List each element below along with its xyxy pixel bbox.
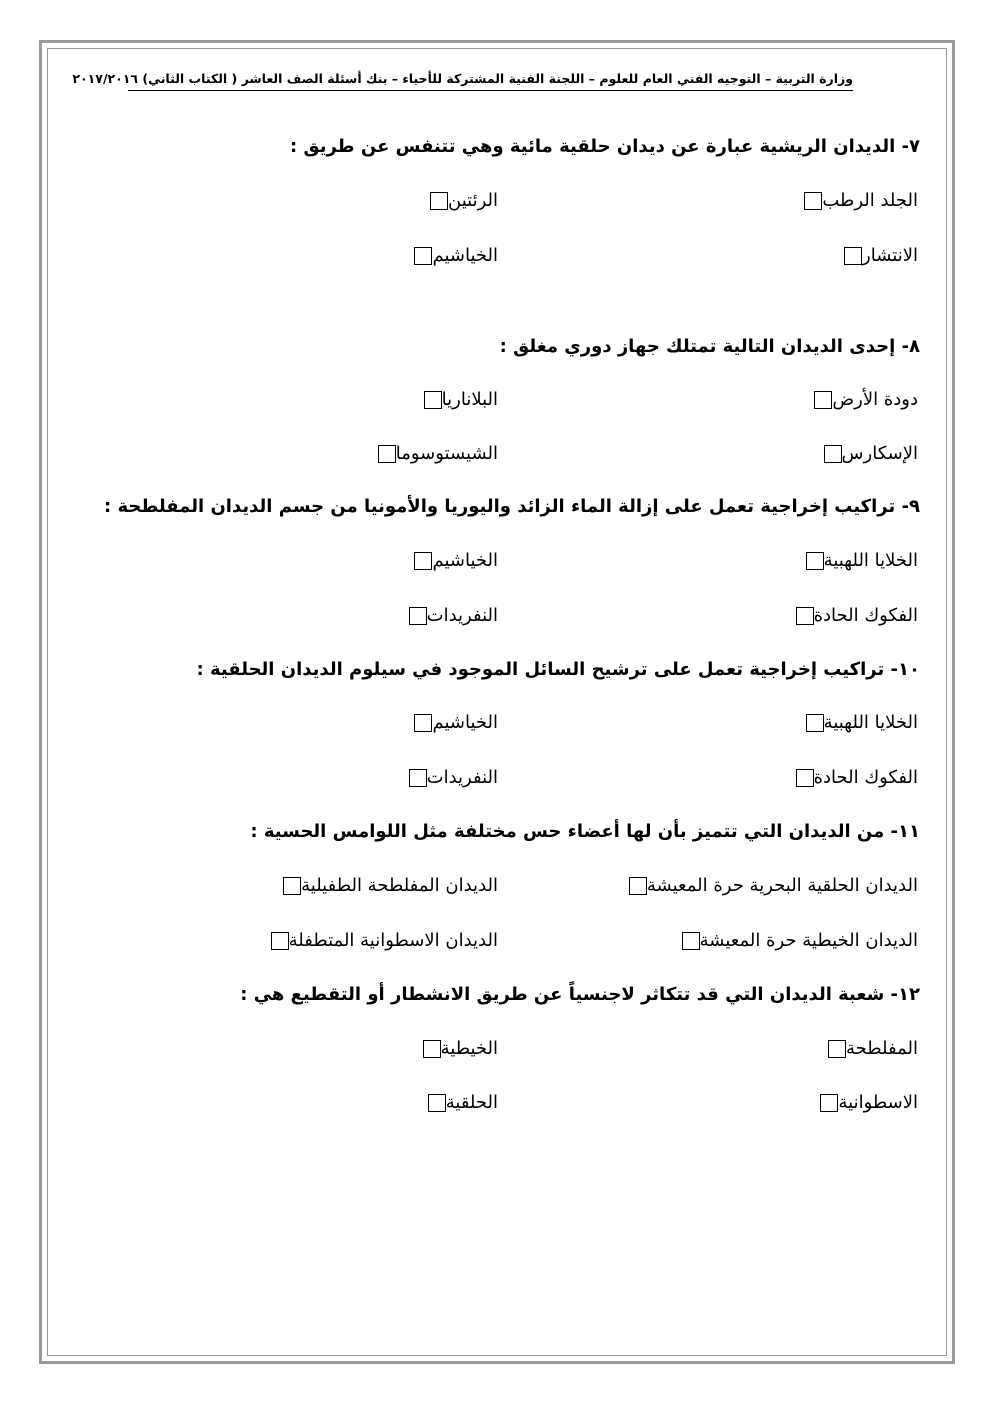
question-7-option-4[interactable]: [408, 243, 498, 269]
checkbox-icon[interactable]: [824, 445, 842, 463]
question-9-option-3[interactable]: [796, 603, 918, 629]
option-label: الديدان الاسطوانية المتطفلة: [288, 930, 498, 951]
header-underline: [128, 90, 853, 91]
question-7-option-1[interactable]: [798, 188, 918, 214]
option-label: الجلد الرطب: [822, 190, 918, 211]
option-label: الخياشيم: [432, 550, 498, 571]
option-label: الخلايا اللهبية: [823, 550, 918, 571]
question-8-option-4[interactable]: [378, 441, 498, 467]
checkbox-icon[interactable]: [814, 391, 832, 409]
option-label: الفكوك الحادة: [813, 767, 918, 788]
option-label: النفريدات: [426, 767, 498, 788]
question-12: ١٢- شعبة الديدان التي قد تتكاثر لاجنسياً عن طريق الانشطار أو التقطيع هي :: [240, 984, 920, 1005]
option-label: الخلايا اللهبية: [823, 712, 918, 733]
checkbox-icon[interactable]: [414, 247, 432, 265]
question-8: ٨- إحدى الديدان التالية تمتلك جهاز دوري مغلق :: [499, 336, 920, 357]
checkbox-icon[interactable]: [414, 714, 432, 732]
checkbox-icon[interactable]: [806, 552, 824, 570]
checkbox-icon[interactable]: [820, 1094, 838, 1112]
option-label: دودة الأرض: [832, 389, 918, 410]
checkbox-icon[interactable]: [409, 769, 427, 787]
checkbox-icon[interactable]: [378, 445, 396, 463]
question-10-option-3[interactable]: [790, 765, 918, 791]
question-11: ١١- من الديدان التي تتميز بأن لها أعضاء حس مختلفة مثل اللوامس الحسية :: [250, 821, 920, 842]
question-7: ٧- الديدان الريشية عبارة عن ديدان حلقية مائية وهي تتنفس عن طريق :: [290, 136, 920, 157]
option-label: الشيستوسوما: [395, 443, 498, 464]
option-label: الإسكارس: [841, 443, 918, 464]
question-8-option-1[interactable]: [808, 387, 918, 413]
option-label: البلاناريا: [441, 389, 498, 410]
question-10: ١٠- تراكيب إخراجية تعمل على ترشيح السائل الموجود في سيلوم الديدان الحلقية :: [196, 659, 920, 680]
option-label: الديدان المفلطحة الطفيلية: [301, 875, 498, 896]
checkbox-icon[interactable]: [430, 192, 448, 210]
checkbox-icon[interactable]: [428, 1094, 446, 1112]
option-label: الخياشيم: [432, 245, 498, 266]
question-9-option-2[interactable]: [408, 548, 498, 574]
checkbox-icon[interactable]: [414, 552, 432, 570]
question-12-option-1[interactable]: [822, 1036, 918, 1062]
question-8-option-2[interactable]: [418, 387, 498, 413]
question-11-option-1[interactable]: [629, 873, 918, 899]
question-8-option-3[interactable]: [818, 441, 918, 467]
question-10-option-1[interactable]: [800, 710, 918, 736]
option-label: الديدان الحلقية البحرية حرة المعيشة: [646, 875, 918, 896]
checkbox-icon[interactable]: [409, 607, 427, 625]
question-9-option-1[interactable]: [800, 548, 918, 574]
question-12-option-4[interactable]: [422, 1090, 498, 1116]
option-label: المفلطحة: [846, 1038, 918, 1059]
checkbox-icon[interactable]: [629, 877, 647, 895]
question-12-option-2[interactable]: [417, 1036, 498, 1062]
checkbox-icon[interactable]: [424, 391, 442, 409]
checkbox-icon[interactable]: [423, 1040, 441, 1058]
question-10-option-4[interactable]: [403, 765, 498, 791]
checkbox-icon[interactable]: [682, 932, 700, 950]
option-label: الخيطية: [440, 1038, 498, 1059]
question-7-option-3[interactable]: [838, 243, 918, 269]
question-12-option-3[interactable]: [814, 1090, 918, 1116]
checkbox-icon[interactable]: [828, 1040, 846, 1058]
option-label: الديدان الخيطية حرة المعيشة: [699, 930, 918, 951]
checkbox-icon[interactable]: [271, 932, 289, 950]
checkbox-icon[interactable]: [804, 192, 822, 210]
checkbox-icon[interactable]: [844, 247, 862, 265]
option-label: الحلقية: [445, 1092, 498, 1113]
option-label: الانتشار: [862, 245, 918, 266]
option-label: الرئتين: [448, 190, 498, 211]
question-11-option-2[interactable]: [283, 873, 498, 899]
question-11-option-4[interactable]: [271, 928, 498, 954]
option-label: النفريدات: [426, 605, 498, 626]
checkbox-icon[interactable]: [806, 714, 824, 732]
question-11-option-3[interactable]: [682, 928, 918, 954]
question-9-option-4[interactable]: [409, 603, 498, 629]
checkbox-icon[interactable]: [796, 769, 814, 787]
option-label: الفكوك الحادة: [813, 605, 918, 626]
question-10-option-2[interactable]: [408, 710, 498, 736]
question-7-option-2[interactable]: [424, 188, 498, 214]
checkbox-icon[interactable]: [283, 877, 301, 895]
option-label: الاسطوانية: [838, 1092, 918, 1113]
question-9: ٩- تراكيب إخراجية تعمل على إزالة الماء الزائد واليوريا والأمونيا من جسم الديدان المفلطحة :: [103, 496, 920, 517]
checkbox-icon[interactable]: [796, 607, 814, 625]
page-header: وزارة التربية – التوجيه الفني العام للعلوم – اللجنة الفنية المشتركة للأحياء – بنك أسئلة الصف العاشر ( الكتاب الثاني) ٢٠١٧/٢٠١٦: [72, 71, 853, 86]
option-label: الخياشيم: [432, 712, 498, 733]
